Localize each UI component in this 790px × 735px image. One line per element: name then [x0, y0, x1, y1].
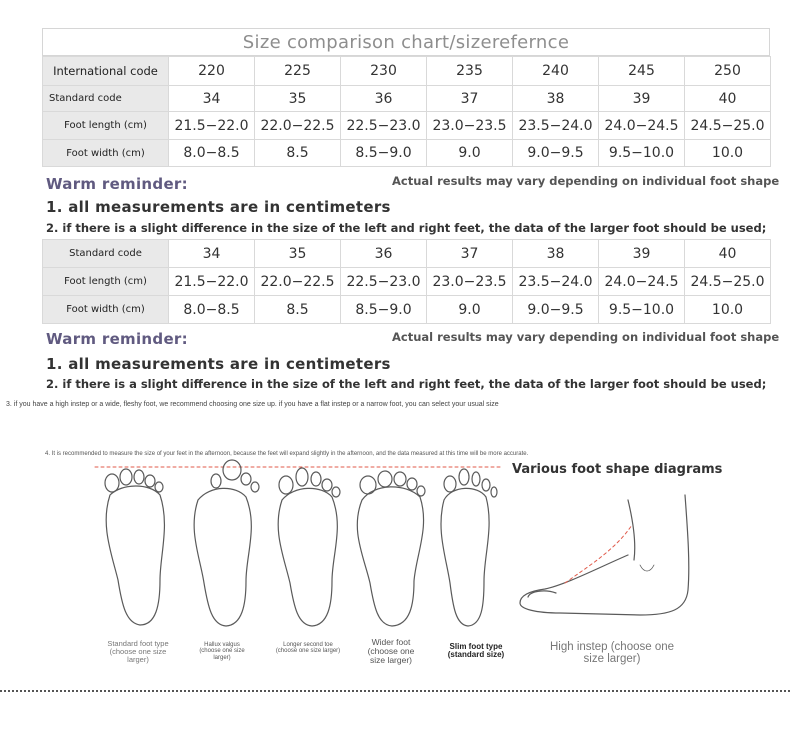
table-cell: 10.0 — [685, 296, 771, 324]
warm-reminder-heading: Warm reminder: — [46, 330, 188, 348]
row-label: Foot length (cm) — [43, 268, 169, 296]
table-cell: 245 — [599, 57, 685, 86]
row-label: Standard code — [43, 240, 169, 268]
size-table-1 — [42, 56, 771, 167]
table-cell: 225 — [255, 57, 341, 86]
note-high-instep: 3. if you have a high instep or a wide, fleshy foot, we recommend choosing one size up. if you have a flat instep or a narrow foot, you can select your usual size — [6, 401, 499, 408]
table-row — [43, 86, 771, 112]
table-cell: 240 — [513, 57, 599, 86]
table-cell: 36 — [341, 86, 427, 112]
table-cell: 24.5−25.0 — [685, 112, 771, 140]
table-cell: 34 — [169, 86, 255, 112]
table-cell: 37 — [427, 240, 513, 268]
table-cell: 9.5−10.0 — [599, 140, 685, 167]
table-row — [43, 296, 771, 324]
table-cell: 8.0−8.5 — [169, 296, 255, 324]
note-centimeters: 1. all measurements are in centimeters — [46, 198, 391, 216]
table-cell: 23.5−24.0 — [513, 268, 599, 296]
caption-standard-foot: Standard foot type (choose one size larger) — [107, 639, 169, 664]
table-cell: 24.5−25.0 — [685, 268, 771, 296]
table-cell: 230 — [341, 57, 427, 86]
note-larger-foot: 2. if there is a slight difference in the size of the left and right feet, the data of the larger foot should be used; — [46, 221, 767, 235]
table-cell: 220 — [169, 57, 255, 86]
table-cell: 250 — [685, 57, 771, 86]
table-row — [43, 57, 771, 86]
standard-foot-icon — [105, 469, 164, 625]
table-cell: 40 — [685, 86, 771, 112]
results-disclaimer: Actual results may vary depending on individual foot shape — [392, 330, 780, 344]
table-cell: 40 — [685, 240, 771, 268]
table-cell: 36 — [341, 240, 427, 268]
table-cell: 9.0 — [427, 140, 513, 167]
table-cell: 38 — [513, 240, 599, 268]
table-cell: 35 — [255, 240, 341, 268]
table-cell: 23.0−23.5 — [427, 112, 513, 140]
row-label: Foot width (cm) — [43, 296, 169, 324]
table-row — [43, 140, 771, 167]
high-instep-foot-icon — [520, 495, 689, 615]
table-cell: 24.0−24.5 — [599, 268, 685, 296]
row-label: International code — [43, 57, 169, 86]
wider-foot-icon — [357, 471, 425, 626]
table-cell: 21.5−22.0 — [169, 268, 255, 296]
table-cell: 35 — [255, 86, 341, 112]
table-cell: 37 — [427, 86, 513, 112]
results-disclaimer: Actual results may vary depending on individual foot shape — [392, 174, 780, 188]
table-cell: 24.0−24.5 — [599, 112, 685, 140]
table-cell: 9.0−9.5 — [513, 140, 599, 167]
row-label: Standard code — [43, 86, 169, 112]
table-cell: 23.0−23.5 — [427, 268, 513, 296]
caption-longer-second-toe: Longer second toe (choose one size larger) — [275, 642, 341, 655]
table-cell: 39 — [599, 86, 685, 112]
caption-high-instep: High instep (choose one size larger) — [549, 641, 675, 666]
longer-second-toe-foot-icon — [278, 468, 340, 626]
warm-reminder-heading: Warm reminder: — [46, 175, 188, 193]
table-cell: 22.0−22.5 — [255, 112, 341, 140]
note-measure-afternoon: 4. It is recommended to measure the size of your feet in the afternoon, because the feet will expand slightly in the afternoon, and the data measured at this time will be more accurate. — [45, 451, 529, 457]
caption-wider-foot: Wider foot (choose one size larger) — [367, 637, 415, 665]
row-label: Foot length (cm) — [43, 112, 169, 140]
table-row — [43, 240, 771, 268]
table-cell: 8.5 — [255, 140, 341, 167]
slim-foot-icon — [441, 469, 497, 626]
table-cell: 22.5−23.0 — [341, 112, 427, 140]
table-cell: 8.5 — [255, 296, 341, 324]
table-cell: 8.0−8.5 — [169, 140, 255, 167]
table-cell: 235 — [427, 57, 513, 86]
table-cell: 8.5−9.0 — [341, 296, 427, 324]
table-cell: 39 — [599, 240, 685, 268]
table-cell: 34 — [169, 240, 255, 268]
table-cell: 9.0−9.5 — [513, 296, 599, 324]
chart-title: Size comparison chart/sizerefernce — [42, 28, 770, 56]
caption-slim-foot: Slim foot type (standard size) — [447, 642, 505, 660]
table-cell: 23.5−24.0 — [513, 112, 599, 140]
size-table-2 — [42, 239, 771, 324]
table-row — [43, 112, 771, 140]
note-larger-foot: 2. if there is a slight difference in the size of the left and right feet, the data of the larger foot should be used; — [46, 377, 767, 391]
hallux-valgus-foot-icon — [194, 460, 259, 626]
table-cell: 8.5−9.0 — [341, 140, 427, 167]
table-row — [43, 268, 771, 296]
note-centimeters: 1. all measurements are in centimeters — [46, 355, 391, 373]
table-cell: 10.0 — [685, 140, 771, 167]
foot-shape-diagrams — [0, 455, 790, 635]
row-label: Foot width (cm) — [43, 140, 169, 167]
table-cell: 21.5−22.0 — [169, 112, 255, 140]
table-cell: 9.0 — [427, 296, 513, 324]
table-cell: 22.5−23.0 — [341, 268, 427, 296]
table-cell: 9.5−10.0 — [599, 296, 685, 324]
table-cell: 22.0−22.5 — [255, 268, 341, 296]
caption-hallux-valgus: Hallux valgus (choose one size larger) — [199, 642, 245, 661]
diagram-title: Various foot shape diagrams — [512, 462, 723, 477]
table-cell: 38 — [513, 86, 599, 112]
dotted-divider — [0, 690, 790, 692]
